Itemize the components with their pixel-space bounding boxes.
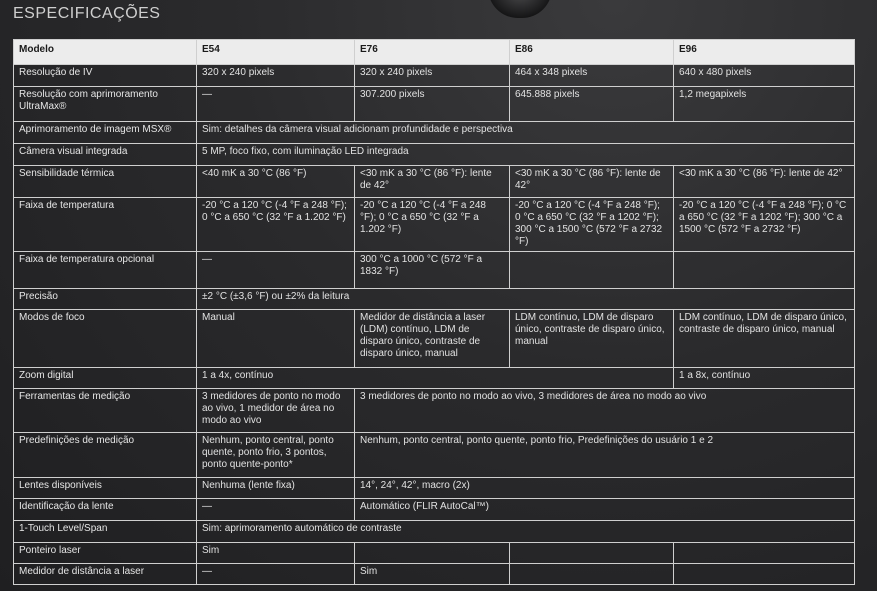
table-cell: Nenhum, ponto central, ponto quente, ponto frio, Predefinições do usuário 1 e 2 [355,433,855,478]
table-row [14,122,855,144]
table-cell: <40 mK a 30 °C (86 °F) [197,166,355,198]
table-cell: 645.888 pixels [510,87,674,122]
table-cell [355,543,510,564]
row-label: Ponteiro laser [14,543,197,564]
table-cell: 14°, 24°, 42°, macro (2x) [355,478,855,499]
table-cell: 1,2 megapixels [674,87,855,122]
table-cell [510,564,674,585]
row-label: Identificação da lente [14,499,197,521]
table-row [14,166,855,198]
row-label: Medidor de distância a laser [14,564,197,585]
table-row [14,543,855,564]
page-title: ESPECIFICAÇÕES [13,5,161,22]
row-label: Lentes disponíveis [14,478,197,499]
table-cell: — [197,87,355,122]
table-row [14,478,855,499]
table-cell: -20 °C a 120 °C (-4 °F a 248 °F); 0 °C a 650 °C (32 °F a 1.202 °F) [355,198,510,252]
row-label: Faixa de temperatura opcional [14,252,197,289]
table-cell: 640 x 480 pixels [674,65,855,87]
row-label: Sensibilidade térmica [14,166,197,198]
row-label: Aprimoramento de imagem MSX® [14,122,197,144]
table-cell: Sim: detalhes da câmera visual adicionam profundidade e perspectiva [197,122,855,144]
table-cell: Nenhuma (lente fixa) [197,478,355,499]
table-cell: 3 medidores de ponto no modo ao vivo, 3 medidores de área no modo ao vivo [355,389,855,433]
table-cell: 320 x 240 pixels [355,65,510,87]
row-label: Resolução com aprimoramento UltraMax® [14,87,197,122]
table-row [14,433,855,478]
table-cell: 3 medidores de ponto no modo ao vivo, 1 medidor de área no modo ao vivo [197,389,355,433]
table-row [14,289,855,310]
table-cell: Medidor de distância a laser (LDM) contínuo, LDM de disparo único, contraste de disparo único, manual [355,310,510,368]
table-cell [674,543,855,564]
table-cell: Automático (FLIR AutoCal™) [355,499,855,521]
table-row [14,87,855,122]
row-label: Modos de foco [14,310,197,368]
table-cell: Sim [355,564,510,585]
table-cell: Manual [197,310,355,368]
header-model: E96 [674,40,855,65]
table-cell [674,252,855,289]
table-row [14,499,855,521]
row-label: 1-Touch Level/Span [14,521,197,543]
row-label: Zoom digital [14,368,197,389]
row-label: Resolução de IV [14,65,197,87]
table-row [14,521,855,543]
header-label: Modelo [14,40,197,65]
table-cell [674,564,855,585]
table-cell [510,543,674,564]
table-cell: <30 mK a 30 °C (86 °F): lente de 42° [510,166,674,198]
row-label: Ferramentas de medição [14,389,197,433]
header-model: E86 [510,40,674,65]
table-cell: -20 °C a 120 °C (-4 °F a 248 °F); 0 °C a 650 °C (32 °F a 1202 °F); 300 °C a 1500 °C (572 °F a 2732 °F) [510,198,674,252]
table-cell: 1 a 8x, contínuo [674,368,855,389]
table-row [14,389,855,433]
table-cell: — [197,564,355,585]
table-row [14,252,855,289]
table-cell: 320 x 240 pixels [197,65,355,87]
table-cell: <30 mK a 30 °C (86 °F): lente de 42° [674,166,855,198]
table-row [14,564,855,585]
table-cell: — [197,499,355,521]
table-row [14,368,855,389]
header-model: E54 [197,40,355,65]
table-cell: — [197,252,355,289]
table-cell: LDM contínuo, LDM de disparo único, contraste de disparo único, manual [510,310,674,368]
row-label: Câmera visual integrada [14,144,197,166]
table-cell: 300 °C a 1000 °C (572 °F a 1832 °F) [355,252,510,289]
table-cell: Sim [197,543,355,564]
table-cell: 1 a 4x, contínuo [197,368,674,389]
table-cell: -20 °C a 120 °C (-4 °F a 248 °F); 0 °C a 650 °C (32 °F a 1202 °F); 300 °C a 1500 °C (572 °F a 2732 °F) [674,198,855,252]
table-cell: <30 mK a 30 °C (86 °F): lente de 42° [355,166,510,198]
header-model: E76 [355,40,510,65]
table-cell: Sim: aprimoramento automático de contraste [197,521,855,543]
table-header-row [14,40,855,65]
spec-table [13,39,855,585]
table-cell: 464 x 348 pixels [510,65,674,87]
table-cell: ±2 °C (±3,6 °F) ou ±2% da leitura [197,289,855,310]
table-row [14,310,855,368]
table-cell: LDM contínuo, LDM de disparo único, contraste de disparo único, manual [674,310,855,368]
table-cell [510,252,674,289]
table-cell: -20 °C a 120 °C (-4 °F a 248 °F); 0 °C a 650 °C (32 °F a 1.202 °F) [197,198,355,252]
row-label: Predefinições de medição [14,433,197,478]
table-row [14,144,855,166]
table-cell: Nenhum, ponto central, ponto quente, ponto frio, 3 pontos, ponto quente-ponto* [197,433,355,478]
row-label: Precisão [14,289,197,310]
table-row [14,65,855,87]
table-cell: 307.200 pixels [355,87,510,122]
table-cell: 5 MP, foco fixo, com iluminação LED integrada [197,144,855,166]
table-row [14,198,855,252]
row-label: Faixa de temperatura [14,198,197,252]
